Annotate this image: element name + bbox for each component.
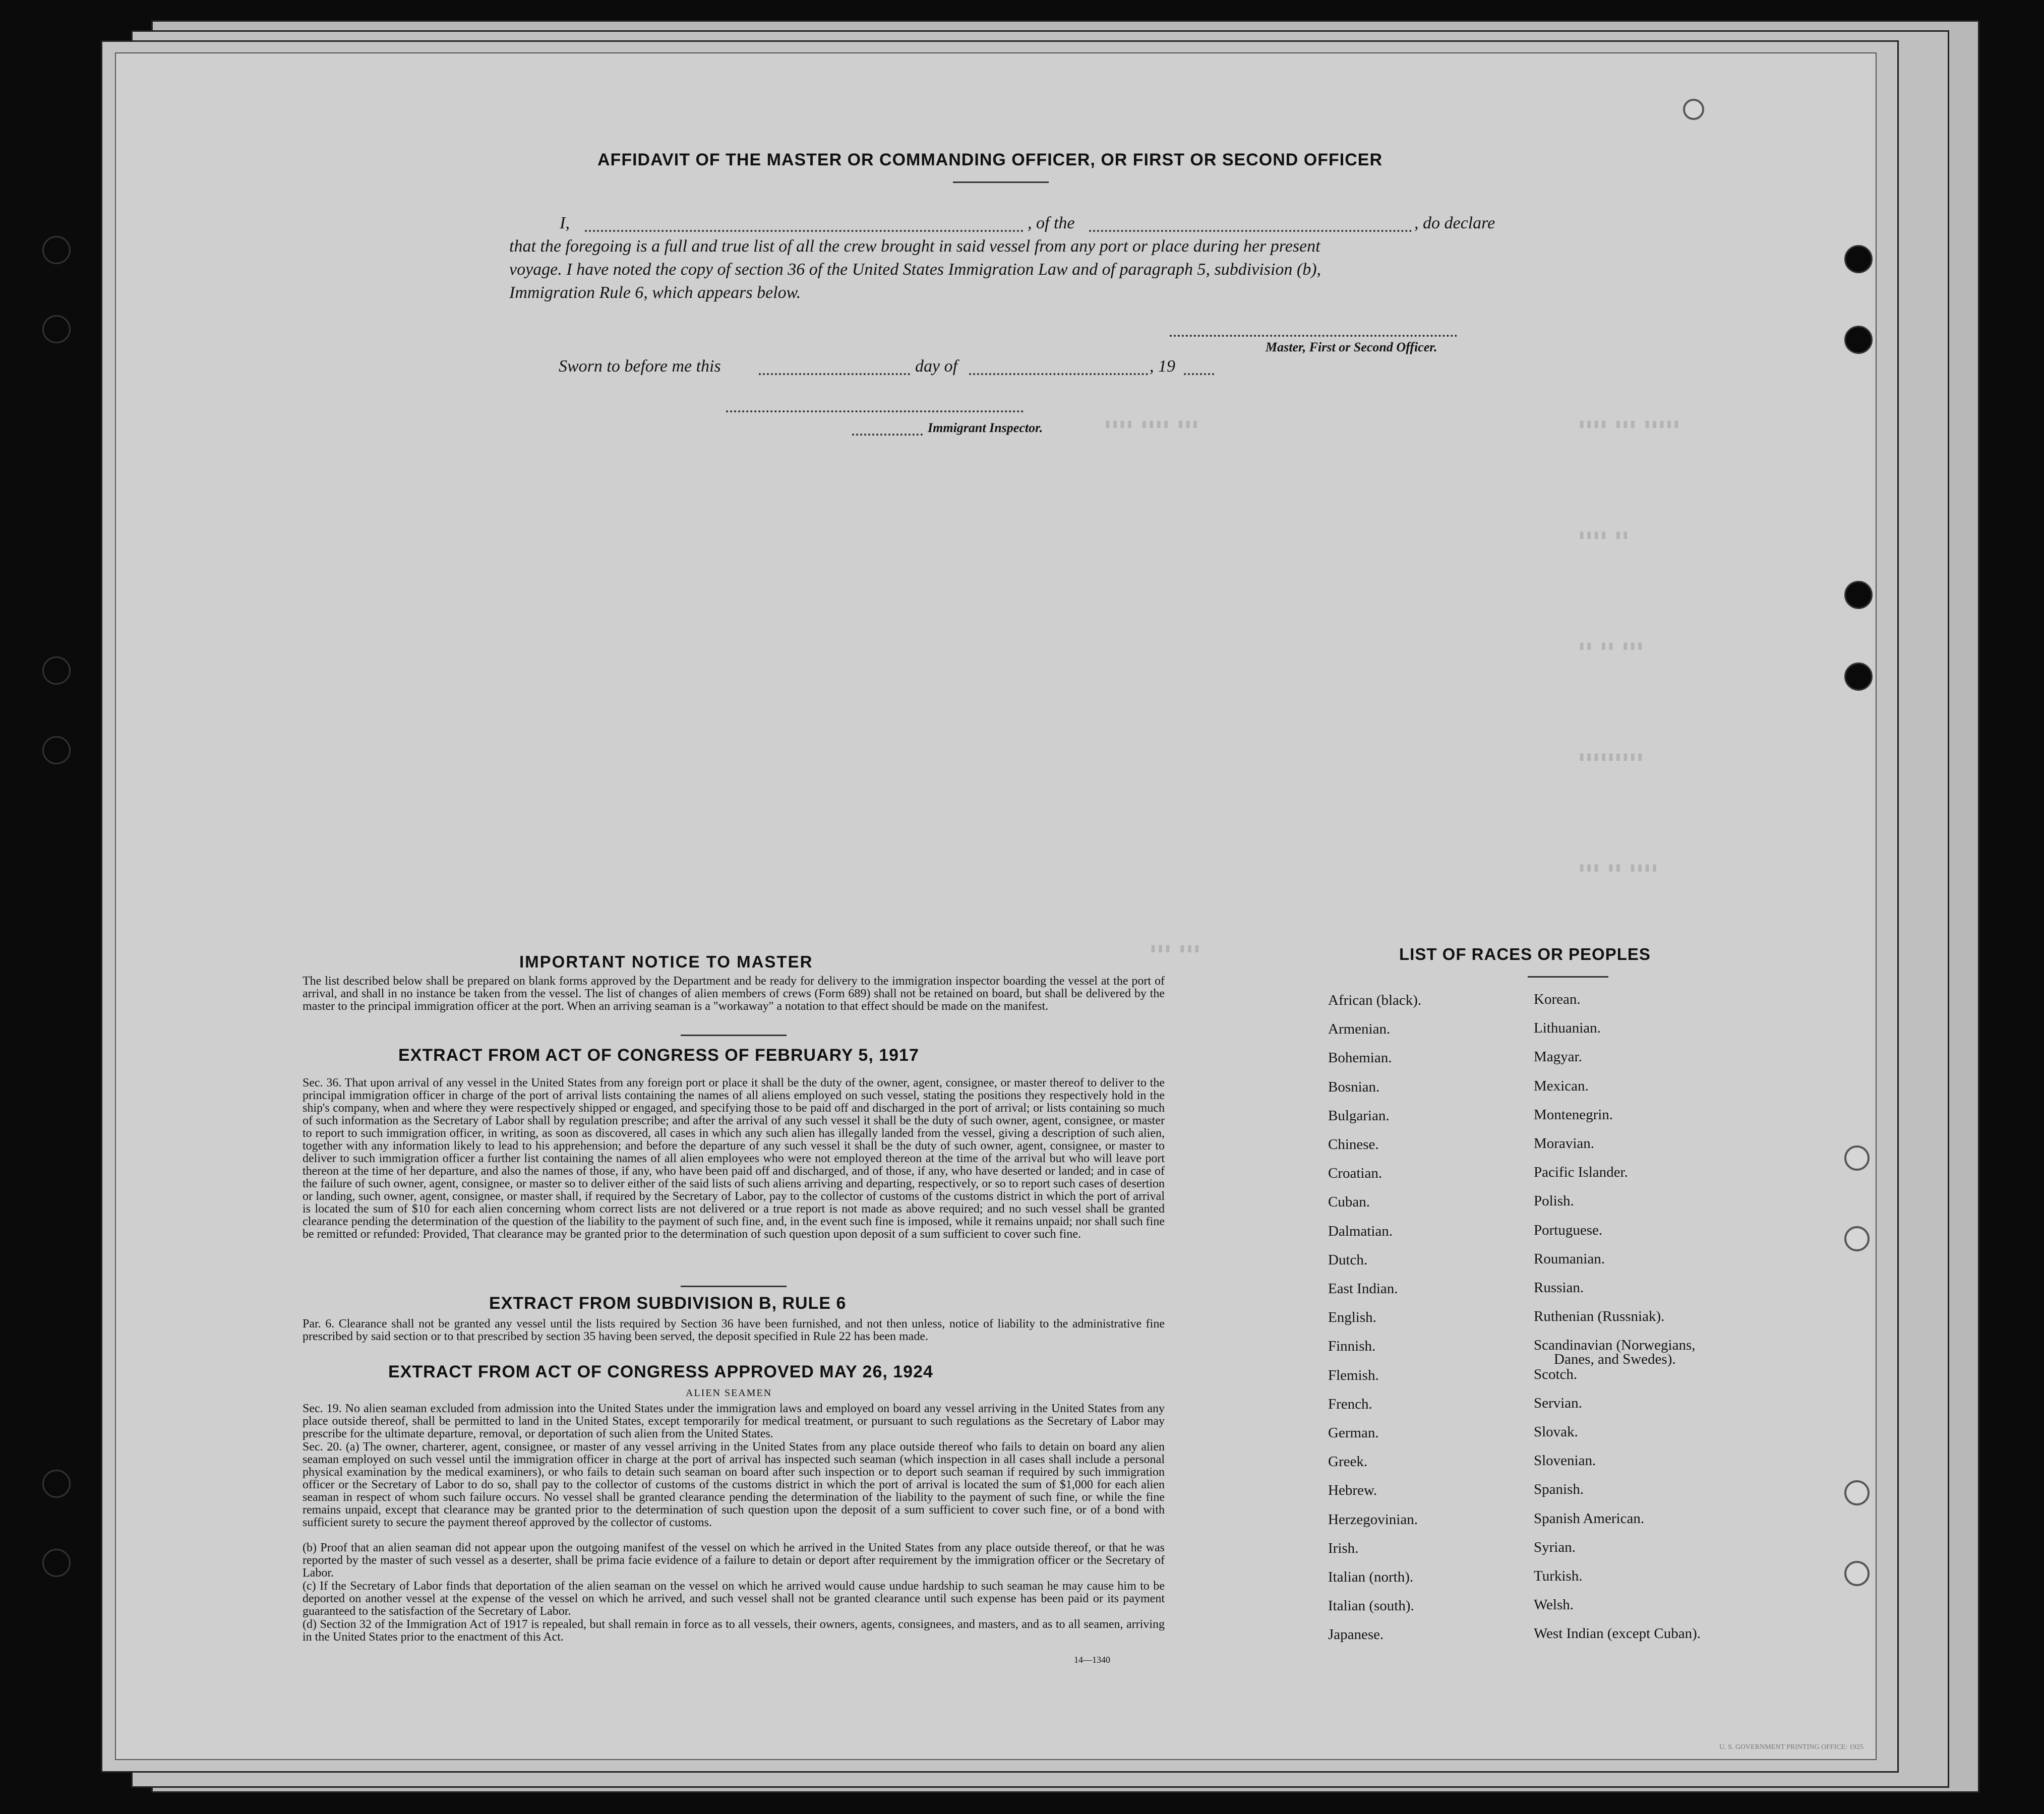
race-item: Flemish.: [1328, 1367, 1379, 1383]
race-item: Greek.: [1328, 1454, 1368, 1470]
race-item: German.: [1328, 1425, 1379, 1441]
binder-hole-icon: [42, 736, 71, 764]
document-page: [115, 52, 1877, 1760]
inspector-label: Immigrant Inspector.: [928, 420, 1043, 435]
notice-title: IMPORTANT NOTICE TO MASTER: [519, 952, 813, 971]
race-item: Bulgarian.: [1328, 1107, 1390, 1124]
extract-1924-sec19: Sec. 19. No alien seaman excluded from admission into the United States under the immigration laws and employed on board any vessel arriving in the United States from any place outside thereof, shall be permitted to land in the United States, except temporarily for medical treatment, or pursuant to such regulations as the Secretary of Labor may prescribe for the ultimate departure, removal, or deportation of such alien from the United States.: [303, 1402, 1165, 1440]
bleed-through: ▮▮▮▮▮▮▮▮▮: [1578, 751, 1644, 764]
printing-office-footer: U. S. GOVERNMENT PRINTING OFFICE: 1925: [1719, 1743, 1863, 1751]
rule6-title: EXTRACT FROM SUBDIVISION B, RULE 6: [489, 1294, 847, 1313]
race-item: Turkish.: [1534, 1568, 1583, 1584]
binder-hole-icon: [42, 315, 71, 343]
race-item: English.: [1328, 1309, 1376, 1326]
extract-1924-title: EXTRACT FROM ACT OF CONGRESS APPROVED MAY 26, 1924: [388, 1362, 933, 1381]
race-item: Bohemian.: [1328, 1050, 1392, 1066]
race-item: Scotch.: [1534, 1366, 1578, 1382]
race-item: Hebrew.: [1328, 1482, 1377, 1499]
race-item: Japanese.: [1328, 1626, 1384, 1643]
sworn-day-of-label: day of: [915, 357, 958, 376]
signature-blank[interactable]: [1170, 335, 1457, 337]
section-divider: [681, 1286, 787, 1287]
race-item: Bosnian.: [1328, 1078, 1380, 1095]
affidavit-title: AFFIDAVIT OF THE MASTER OR COMMANDING OFFICER, OR FIRST OR SECOND OFFICER: [597, 150, 1382, 169]
race-item: Dalmatian.: [1328, 1223, 1393, 1239]
bleed-through: ▮▮▮▮ ▮▮▮ ▮▮▮▮▮: [1578, 418, 1680, 432]
race-item: Chinese.: [1328, 1136, 1379, 1153]
race-item: Slovak.: [1534, 1424, 1578, 1440]
race-item: Roumanian.: [1534, 1250, 1605, 1267]
races-title-underline: [1528, 976, 1608, 978]
binder-hole-icon: [42, 656, 71, 685]
race-item: West Indian (except Cuban).: [1534, 1625, 1701, 1642]
race-item: Portuguese.: [1534, 1222, 1603, 1238]
race-item: Italian (south).: [1328, 1598, 1414, 1614]
race-item: Irish.: [1328, 1540, 1359, 1556]
inspector-blank[interactable]: [852, 434, 923, 436]
race-item: Croatian.: [1328, 1165, 1382, 1182]
race-item: Dutch.: [1328, 1251, 1368, 1268]
race-item: Pacific Islander.: [1534, 1164, 1628, 1181]
reinforcement-ring-icon: [1844, 1226, 1870, 1251]
race-item: Polish.: [1534, 1193, 1574, 1210]
race-item: Slovenian.: [1534, 1453, 1596, 1469]
race-item: Scandinavian (Norwegians,: [1534, 1337, 1696, 1354]
affidavit-text-line-4: Immigration Rule 6, which appears below.: [509, 283, 801, 302]
binder-hole-icon: [42, 1470, 71, 1498]
bleed-through: ▮▮▮▮ ▮▮▮▮ ▮▮▮: [1104, 418, 1199, 432]
punch-hole-icon: [1844, 326, 1873, 354]
punch-hole-icon: [1844, 662, 1873, 691]
sworn-label: Sworn to before me this: [559, 357, 721, 376]
sworn-year-label: , 19: [1150, 357, 1175, 376]
reinforcement-ring-icon: [1844, 1145, 1870, 1171]
race-item: Italian (north).: [1328, 1569, 1414, 1585]
binder-hole-icon: [42, 236, 71, 264]
extract-1924-sec20b: (b) Proof that an alien seaman did not appear upon the outgoing manifest of the vessel on which he arrived in the United States from any place outside thereof, or that he was reported by the master of such vessel as a deserter, shall be prima facie evidence of a failure to detain or deport after requirement by the immigration officer or the Secretary of Labor.: [303, 1541, 1165, 1580]
race-item: Danes, and Swedes).: [1554, 1351, 1676, 1368]
race-item: Russian.: [1534, 1280, 1584, 1296]
inspector-signature-blank[interactable]: [726, 410, 1024, 412]
extract-1917-text: Sec. 36. That upon arrival of any vessel in the United States from any foreign port or place it shall be the duty of the owner, agent, consignee, or master thereof to deliver to the principal immigration officer in charge of the port of arrival lists containing the names of all aliens employed on such vessel, stating the positions they respectively hold in the ship's company, when and where they were respectively shipped or engaged, and specifying those to be paid off and discharged in the port of arrival; or lists containing so much of such information as the Secretary of Labor shall by regulation prescribe; and after the arrival of any such vessel it shall be the duty of such owner, agent, consignee, or master to report to such immigration officer, in writing, as soon as discovered, all cases in which any such alien has illegally landed from the vessel, giving a description of such alien, together with any information likely to lead to his apprehension; and before the departure of any such vessel it shall be the duty of such owner, agent, consignee, or master to deliver to such immigration officer a further list containing the names of all alien employees who were not employed thereon at the time of the arrival but who will leave port thereon at the time of her departure, and also the names of those, if any, who have been paid off and discharged, and of those, if any, who have deserted or landed; and in case of the failure of such owner, agent, consignee, or master so to deliver either of the said lists of such aliens arriving and departing, respectively, or so to report such cases of desertion or landing, such owner, agent, consignee, or master shall, if required by the Secretary of Labor, pay to the collector of customs of the customs district in which the port of arrival is located the sum of $10 for each alien concerning whom correct lists are not delivered or a true report is not made as above required; and no such vessel shall be granted clearance pending the determination of the question of the liability to the payment of such fine, and, in the event such fine is imposed, while it remains unpaid; nor shall such fine be remitted or refunded: Provided, That clearance may be granted prior to the determination of such question upon deposit of a sum sufficient to cover such fine.: [303, 1076, 1165, 1241]
bleed-through: ▮▮▮ ▮▮ ▮▮▮▮: [1578, 862, 1658, 875]
notice-text: The list described below shall be prepared on blank forms approved by the Department and be ready for delivery to the immigration inspector boarding the vessel at the port of arrival, and shall in no instance be taken from the vessel. The list of changes of alien members of crews (Form 689) shall not be retained on board, but shall be delivered by the master to the principal immigration officer at the port. When an arriving seaman is a "workaway" a notation to that effect should be made on the manifest.: [303, 975, 1165, 1013]
race-item: Magyar.: [1534, 1049, 1582, 1065]
race-item: Mexican.: [1534, 1077, 1589, 1094]
race-item: Welsh.: [1534, 1597, 1574, 1613]
sworn-day-blank[interactable]: [759, 373, 910, 375]
reinforcement-ring-icon: [1683, 99, 1704, 120]
race-item: Ruthenian (Russniak).: [1534, 1308, 1665, 1325]
extract-1924-sec20d: (d) Section 32 of the Immigration Act of 1917 is repealed, but shall remain in force as to all vessels, their owners, agents, consignees, and masters, and as to all seamen, arriving in the United States prior to the enactment of this Act.: [303, 1618, 1165, 1644]
vessel-blank[interactable]: [1089, 230, 1412, 232]
affidavit-vessel-label: , of the: [1028, 214, 1075, 232]
extract-1924-subtitle: ALIEN SEAMEN: [686, 1387, 772, 1399]
race-item: Moravian.: [1534, 1135, 1594, 1152]
race-item: Spanish.: [1534, 1481, 1584, 1498]
title-underline: [953, 182, 1049, 183]
signature-label: Master, First or Second Officer.: [1266, 340, 1437, 354]
extract-1924-sec20a: Sec. 20. (a) The owner, charterer, agent, consignee, or master of any vessel arriving in the United States from any place outside thereof who fails to detain on board any alien seaman employed on such vessel until the immigration officer in charge at the port of arrival has inspected such seaman (which inspection in all cases shall include a personal physical examination by the medical examiners), or who fails to detain such seaman on board after such inspection or to deport such seaman if required by such immigration officer or the Secretary of Labor to do so, shall pay to the collector of customs of the customs district in which the port of arrival is located the sum of $1,000 for each alien seaman in respect of whom such failure occurs. No vessel shall be granted clearance pending the determination of the liability to the payment of such fine, or while the fine remains unpaid, except that clearance may be granted prior to the determination of such question upon the deposit of a sum sufficient to cover such fine, or of a bond with sufficient surety to secure the payment thereof approved by the collector of customs.: [303, 1440, 1165, 1529]
extract-1917-title: EXTRACT FROM ACT OF CONGRESS OF FEBRUARY 5, 1917: [398, 1046, 919, 1065]
race-item: Armenian.: [1328, 1021, 1391, 1038]
race-item: Herzegovinian.: [1328, 1511, 1418, 1528]
races-title: LIST OF RACES OR PEOPLES: [1399, 945, 1651, 963]
affidavit-text-line-3: voyage. I have noted the copy of section 36 of the United States Immigration Law and of paragraph 5, subdivision (b),: [509, 260, 1321, 279]
rule6-text: Par. 6. Clearance shall not be granted any vessel until the lists required by Section 36 have been furnished, and not then unless, notice of liability to the administrative fine prescribed by said section or to that prescribed by section 35 having been served, the deposit specified in Rule 22 has been made.: [303, 1317, 1165, 1343]
race-item: Korean.: [1534, 991, 1581, 1007]
extract-1924-sec20c: (c) If the Secretary of Labor finds that deportation of the alien seaman on the vessel on which he arrived would cause undue hardship to such seaman he may cause him to be deported on another vessel at the expense of the vessel on which he arrived, and such vessel shall not be granted clearance until such expense has been paid or its payment guaranteed to the satisfaction of the Secretary of Labor.: [303, 1580, 1165, 1618]
section-divider: [681, 1035, 787, 1036]
race-item: Spanish American.: [1534, 1510, 1645, 1527]
bleed-through: ▮▮▮ ▮▮▮: [1150, 942, 1201, 956]
affidavit-name-label: I,: [560, 214, 570, 232]
affidavit-declare-label: , do declare: [1414, 214, 1495, 232]
race-item: East Indian.: [1328, 1281, 1398, 1297]
binder-hole-icon: [42, 1549, 71, 1577]
affidavit-text-line-2: that the foregoing is a full and true list of all the crew brought in said vessel from any port or place during her present: [509, 237, 1320, 256]
race-item: Montenegrin.: [1534, 1106, 1613, 1123]
sworn-year-blank[interactable]: [1184, 373, 1214, 375]
bleed-through: ▮▮▮▮ ▮▮: [1578, 529, 1630, 542]
race-item: African (black).: [1328, 992, 1422, 1008]
reinforcement-ring-icon: [1844, 1480, 1870, 1505]
punch-hole-icon: [1844, 245, 1873, 273]
race-item: Finnish.: [1328, 1338, 1376, 1355]
reinforcement-ring-icon: [1844, 1561, 1870, 1586]
race-item: Cuban.: [1328, 1194, 1370, 1211]
race-item: Servian.: [1534, 1395, 1582, 1411]
race-item: Lithuanian.: [1534, 1020, 1601, 1037]
race-item: French.: [1328, 1396, 1372, 1412]
name-blank[interactable]: [585, 230, 1024, 232]
bleed-through: ▮▮ ▮▮ ▮▮▮: [1578, 640, 1644, 653]
race-item: Syrian.: [1534, 1539, 1576, 1555]
sworn-month-blank[interactable]: [969, 373, 1148, 375]
form-number: 14—1340: [1074, 1655, 1110, 1665]
punch-hole-icon: [1844, 581, 1873, 609]
